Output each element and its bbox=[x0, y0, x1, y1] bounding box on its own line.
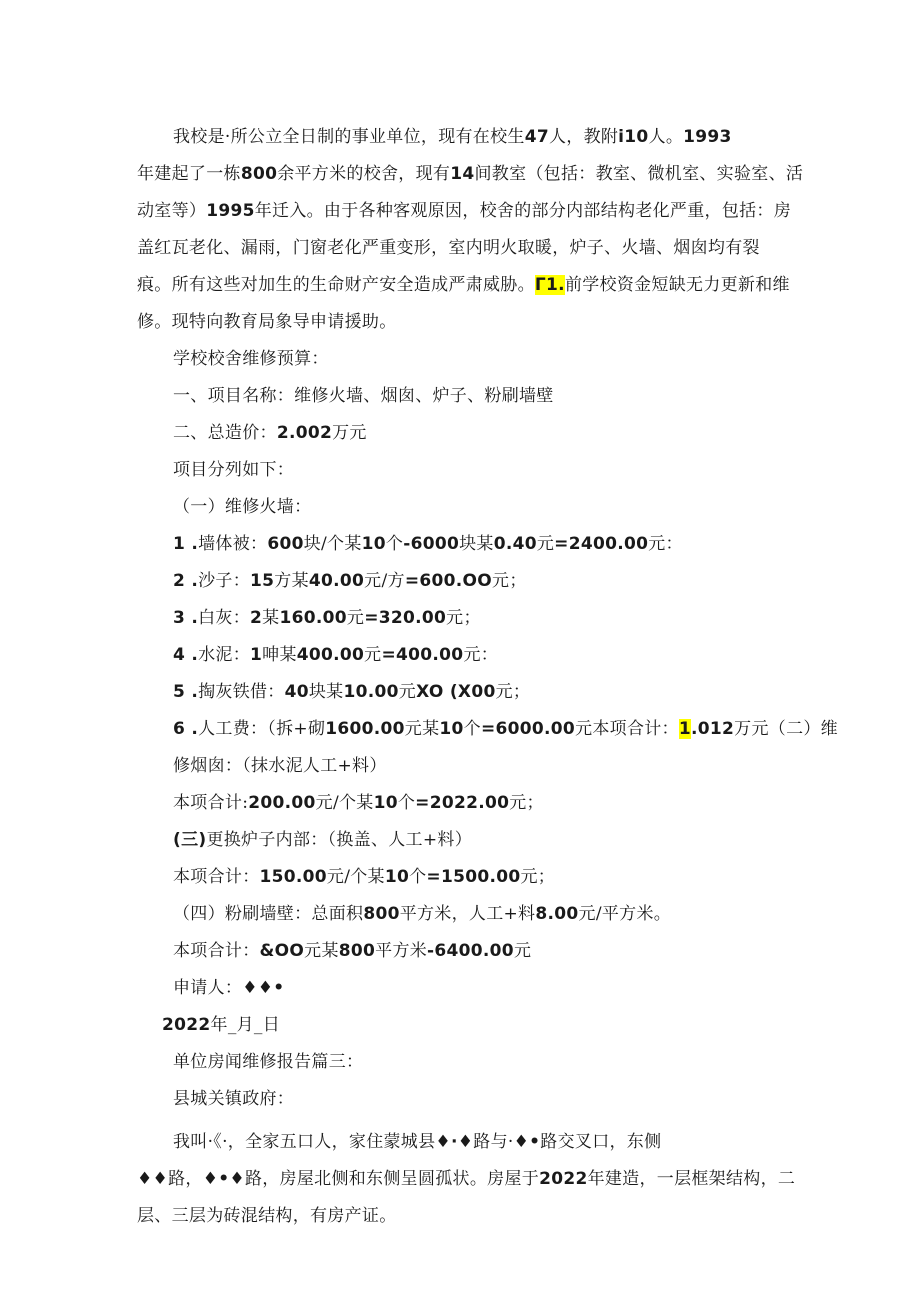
text-run: =400.00 bbox=[381, 645, 464, 665]
text-run: 2022 bbox=[162, 1015, 211, 1035]
paragraph-line bbox=[137, 1204, 397, 1228]
text-run: 3 . bbox=[173, 608, 199, 628]
text-run: 修。现特向教育局象导申请援助。 bbox=[137, 312, 397, 332]
text-run: 年迁入。由于各种客观原因，校舍的部分内部结构老化严重，包括：房 bbox=[254, 201, 792, 221]
text-run: 某 bbox=[262, 608, 280, 628]
text-run: =320.00 bbox=[364, 608, 447, 628]
budget-item bbox=[173, 717, 838, 741]
paragraph-line bbox=[137, 310, 397, 334]
text-run: 2 . bbox=[173, 571, 199, 591]
text-run: 元某 bbox=[304, 941, 339, 961]
text-run: 160.00 bbox=[279, 608, 347, 628]
text-run: 水泥： bbox=[198, 645, 251, 665]
text-run: 申请人： bbox=[173, 978, 243, 998]
text-run: 前学校资金短缺无力更新和维 bbox=[564, 275, 790, 295]
report-title bbox=[173, 1050, 363, 1074]
text-run: 150.00 bbox=[259, 867, 327, 887]
text-run: =2022.00 bbox=[415, 793, 510, 813]
text-run: 40.00 bbox=[308, 571, 365, 591]
text-run: 块/个某 bbox=[303, 534, 362, 554]
text-run: 平方米 bbox=[375, 941, 428, 961]
text-run: 8.00 bbox=[535, 904, 579, 924]
text-run: =2400.00 bbox=[554, 534, 649, 554]
text-run: 200.00 bbox=[248, 793, 316, 813]
text-run: =6000.00 bbox=[480, 719, 576, 739]
section-title bbox=[173, 754, 387, 778]
section-title bbox=[173, 828, 472, 852]
date-line bbox=[162, 1013, 280, 1037]
text-run: 余平方米的校舍，现有 bbox=[277, 164, 451, 184]
text-run: 个 bbox=[385, 534, 404, 554]
text-run: 1 bbox=[250, 645, 263, 665]
paragraph-line bbox=[137, 162, 803, 186]
text-run: 我校是·所公立全日制的事业单位，现有在校生 bbox=[173, 127, 525, 147]
text-run: 个 bbox=[397, 793, 416, 813]
highlighted-text: Γ1. bbox=[534, 275, 565, 295]
text-run: 元 bbox=[536, 534, 555, 554]
text-run: i10 bbox=[618, 127, 649, 147]
text-run: 元； bbox=[495, 682, 531, 702]
budget-item bbox=[173, 680, 530, 704]
text-run: （四）粉刷墙壁：总面积 bbox=[173, 904, 364, 924]
text-run: 元 bbox=[364, 645, 382, 665]
text-run: 痕。所有这些对加生的生命财产安全造成严肃威胁。 bbox=[137, 275, 535, 295]
project-name bbox=[173, 384, 554, 408]
text-run: 个 bbox=[463, 719, 481, 739]
section-title bbox=[173, 495, 311, 519]
text-run: 800 bbox=[363, 904, 400, 924]
text-run: 400.00 bbox=[296, 645, 365, 665]
paragraph-line bbox=[137, 199, 791, 223]
text-run: 学校校舍维修预算： bbox=[173, 349, 329, 369]
text-run: 4 . bbox=[173, 645, 199, 665]
text-run: ♦♦• bbox=[242, 978, 285, 998]
text-run: 800 bbox=[338, 941, 376, 961]
text-run: 路与· bbox=[473, 1132, 514, 1152]
text-run: 间教室（包括：教室、微机室、实验室、活 bbox=[474, 164, 804, 184]
text-run: 800 bbox=[240, 164, 278, 184]
text-run: 15 bbox=[250, 571, 275, 591]
text-run: 10.00 bbox=[343, 682, 399, 702]
text-run: 我叫·《·，全家五口人，家住蒙城县 bbox=[173, 1132, 436, 1152]
text-run: (三) bbox=[173, 830, 207, 850]
section-total bbox=[173, 939, 531, 963]
text-run: 个 bbox=[409, 867, 427, 887]
text-run: 县城关镇政府： bbox=[173, 1089, 295, 1109]
text-run: ♦·♦ bbox=[435, 1132, 474, 1152]
text-run: 1 . bbox=[173, 534, 199, 554]
text-run: 单位房闻维修报告篇三： bbox=[173, 1052, 364, 1072]
budget-item bbox=[173, 532, 683, 556]
text-run: 0.40 bbox=[493, 534, 537, 554]
text-run: 40 bbox=[284, 682, 309, 702]
items-title bbox=[173, 458, 294, 482]
text-run: 动室等） bbox=[137, 201, 207, 221]
text-run: 白灰： bbox=[198, 608, 251, 628]
text-run: 年建起了一栋 bbox=[137, 164, 241, 184]
text-run: 10 bbox=[439, 719, 464, 739]
text-run: &OO bbox=[259, 941, 305, 961]
text-run: 路交叉口，东侧 bbox=[540, 1132, 662, 1152]
text-run: 层、三层为砖混结构，有房产证。 bbox=[137, 1206, 397, 1226]
text-run: 年建造，一层框架结构，二 bbox=[587, 1169, 796, 1189]
text-run: 元 bbox=[346, 608, 365, 628]
text-run: 1600.00 bbox=[325, 719, 405, 739]
text-run: 墙体被： bbox=[198, 534, 268, 554]
text-run: 路， bbox=[168, 1169, 203, 1189]
text-run: 2022 bbox=[539, 1169, 588, 1189]
text-run: -6000 bbox=[403, 534, 460, 554]
text-run: 掏灰铁借： bbox=[198, 682, 285, 702]
text-run: 14 bbox=[450, 164, 475, 184]
text-run: 一、项目名称：维修火墙、烟囱、炉子、粉刷墙壁 bbox=[173, 386, 554, 406]
total-cost bbox=[173, 421, 367, 445]
text-run: 元 bbox=[513, 941, 532, 961]
text-run: 600 bbox=[267, 534, 304, 554]
text-run: 元： bbox=[463, 645, 499, 665]
text-run: 元； bbox=[509, 793, 544, 813]
text-run: 人工费：（拆+砌 bbox=[198, 719, 326, 739]
text-run: 呻某 bbox=[262, 645, 297, 665]
paragraph-line bbox=[137, 1167, 795, 1191]
text-run: 万元 bbox=[332, 423, 367, 443]
text-run: -6400.00 bbox=[427, 941, 514, 961]
text-run: .012 bbox=[691, 719, 735, 739]
budget-title bbox=[173, 347, 329, 371]
text-run: 块某 bbox=[459, 534, 494, 554]
paragraph-line bbox=[173, 125, 732, 149]
text-run: 10 bbox=[373, 793, 398, 813]
paragraph-line bbox=[173, 1130, 661, 1154]
text-run: 年_月_日 bbox=[210, 1015, 281, 1035]
text-run: 元/平方米。 bbox=[578, 904, 672, 924]
text-run: 10 bbox=[361, 534, 386, 554]
text-run: 本项合计： bbox=[173, 941, 260, 961]
budget-item bbox=[173, 643, 498, 667]
text-run: 人。 bbox=[648, 127, 684, 147]
text-run: 元/个某 bbox=[326, 867, 385, 887]
text-run: 路，房屋北侧和东侧呈圆孤状。房屋于 bbox=[244, 1169, 540, 1189]
text-run: （一）维修火墙： bbox=[173, 497, 312, 517]
text-run: 6 . bbox=[173, 719, 199, 739]
applicant-line bbox=[173, 976, 284, 1000]
highlighted-text: 1 bbox=[678, 719, 692, 739]
text-run: =1500.00 bbox=[426, 867, 521, 887]
text-run: 47 bbox=[524, 127, 549, 147]
text-run: 10 bbox=[384, 867, 410, 887]
text-run: 元本项合计： bbox=[575, 719, 679, 739]
text-run: XO (X00 bbox=[416, 682, 496, 702]
text-run: 元某 bbox=[404, 719, 440, 739]
text-run: 1995 bbox=[206, 201, 255, 221]
text-run: 盖红瓦老化、漏雨，门窗老化严重变形，室内明火取暖，炉子、火墙、烟囱均有裂 bbox=[137, 238, 760, 258]
text-run: 修烟囱：（抹水泥人工+料） bbox=[173, 756, 387, 776]
paragraph-line bbox=[137, 273, 790, 297]
recipient-line bbox=[173, 1087, 294, 1111]
text-run: 本项合计: bbox=[173, 793, 249, 813]
text-run: 1993 bbox=[683, 127, 732, 147]
budget-item bbox=[173, 606, 481, 630]
section-total bbox=[173, 791, 544, 815]
text-run: 2.002 bbox=[276, 423, 333, 443]
text-run: 块某 bbox=[308, 682, 344, 702]
section-total bbox=[173, 865, 555, 889]
text-run: 元； bbox=[520, 867, 556, 887]
text-run: ♦•♦ bbox=[202, 1169, 245, 1189]
text-run: 5 . bbox=[173, 682, 199, 702]
text-run: 沙子： bbox=[198, 571, 251, 591]
text-run: 项目分列如下： bbox=[173, 460, 295, 480]
text-run: 方某 bbox=[274, 571, 309, 591]
text-run: =600.OO bbox=[404, 571, 493, 591]
text-run: 元； bbox=[446, 608, 481, 628]
text-run: 平方米，人工+料 bbox=[399, 904, 536, 924]
text-run: 元： bbox=[648, 534, 683, 554]
text-run: 人，教附 bbox=[548, 127, 619, 147]
text-run: ♦♦ bbox=[137, 1169, 169, 1189]
budget-item bbox=[173, 569, 527, 593]
text-run: 万元（二）维 bbox=[734, 719, 838, 739]
text-run: 二、总造价： bbox=[173, 423, 277, 443]
section-title bbox=[173, 902, 671, 926]
text-run: 2 bbox=[250, 608, 263, 628]
text-run: 本项合计： bbox=[173, 867, 260, 887]
text-run: 更换炉子内部：（换盖、人工+料） bbox=[206, 830, 472, 850]
text-run: 元/个某 bbox=[315, 793, 374, 813]
text-run: 元； bbox=[492, 571, 527, 591]
text-run: 元 bbox=[398, 682, 417, 702]
paragraph-line bbox=[137, 236, 760, 260]
text-run: 元/方 bbox=[364, 571, 405, 591]
text-run: ♦• bbox=[513, 1132, 541, 1152]
